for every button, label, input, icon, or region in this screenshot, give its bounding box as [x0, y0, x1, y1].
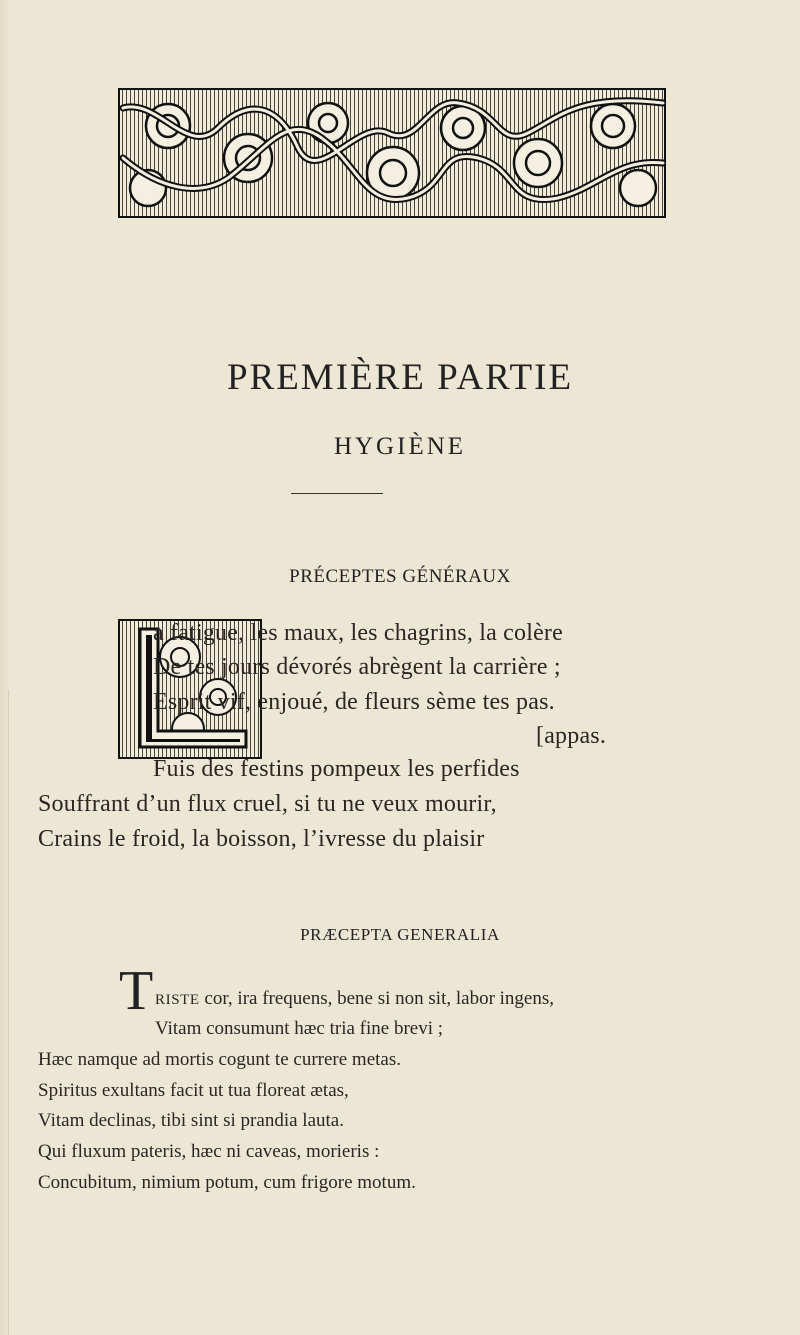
- part-subtitle: HYGIÈNE: [333, 433, 467, 460]
- latin-line: Qui fluxum pateris, hæc ni caveas, morieris :: [38, 1141, 380, 1162]
- verse-line-overflow: [appas.: [536, 723, 607, 749]
- latin-line: Hæc namque ad mortis cogunt te currere metas.: [38, 1049, 401, 1070]
- verse-line: De tes jours dévorés abrègent la carrière ;: [153, 654, 561, 680]
- verse-line: a fatigue, les maux, les chagrins, la colère: [153, 620, 563, 646]
- divider-rule: [291, 493, 383, 494]
- ornamental-headpiece: [118, 88, 666, 218]
- verse-line: Esprit vif, enjoué, de fleurs sème tes pas.: [153, 689, 555, 715]
- latin-line: cor, ira frequens, bene si non sit, labor ingens,: [199, 988, 555, 1009]
- latin-line: Vitam consumunt hæc tria fine brevi ;: [155, 1018, 444, 1039]
- latin-drop-cap: T: [119, 960, 154, 1022]
- part-title: PREMIÈRE PARTIE: [226, 357, 574, 398]
- latin-line: Spiritus exultans facit ut tua floreat ætas,: [38, 1080, 349, 1101]
- latin-line: Vitam declinas, tibi sint si prandia lauta.: [38, 1110, 344, 1131]
- verse-line: Crains le froid, la boisson, l’ivresse du plaisir: [38, 826, 485, 852]
- verse-line: Souffrant d’un flux cruel, si tu ne veux mourir,: [38, 791, 497, 817]
- latin-section-heading: PRÆCEPTA GENERALIA: [300, 925, 500, 944]
- latin-line: Concubitum, nimium potum, cum frigore motum.: [38, 1172, 416, 1193]
- binding-fold: [0, 690, 9, 1335]
- verse-line: Fuis des festins pompeux les perfides: [153, 756, 520, 782]
- french-section-heading: PRÉCEPTES GÉNÉRAUX: [289, 566, 511, 587]
- latin-first-word: RISTE: [155, 992, 200, 1008]
- latin-first-line: [155, 984, 554, 1015]
